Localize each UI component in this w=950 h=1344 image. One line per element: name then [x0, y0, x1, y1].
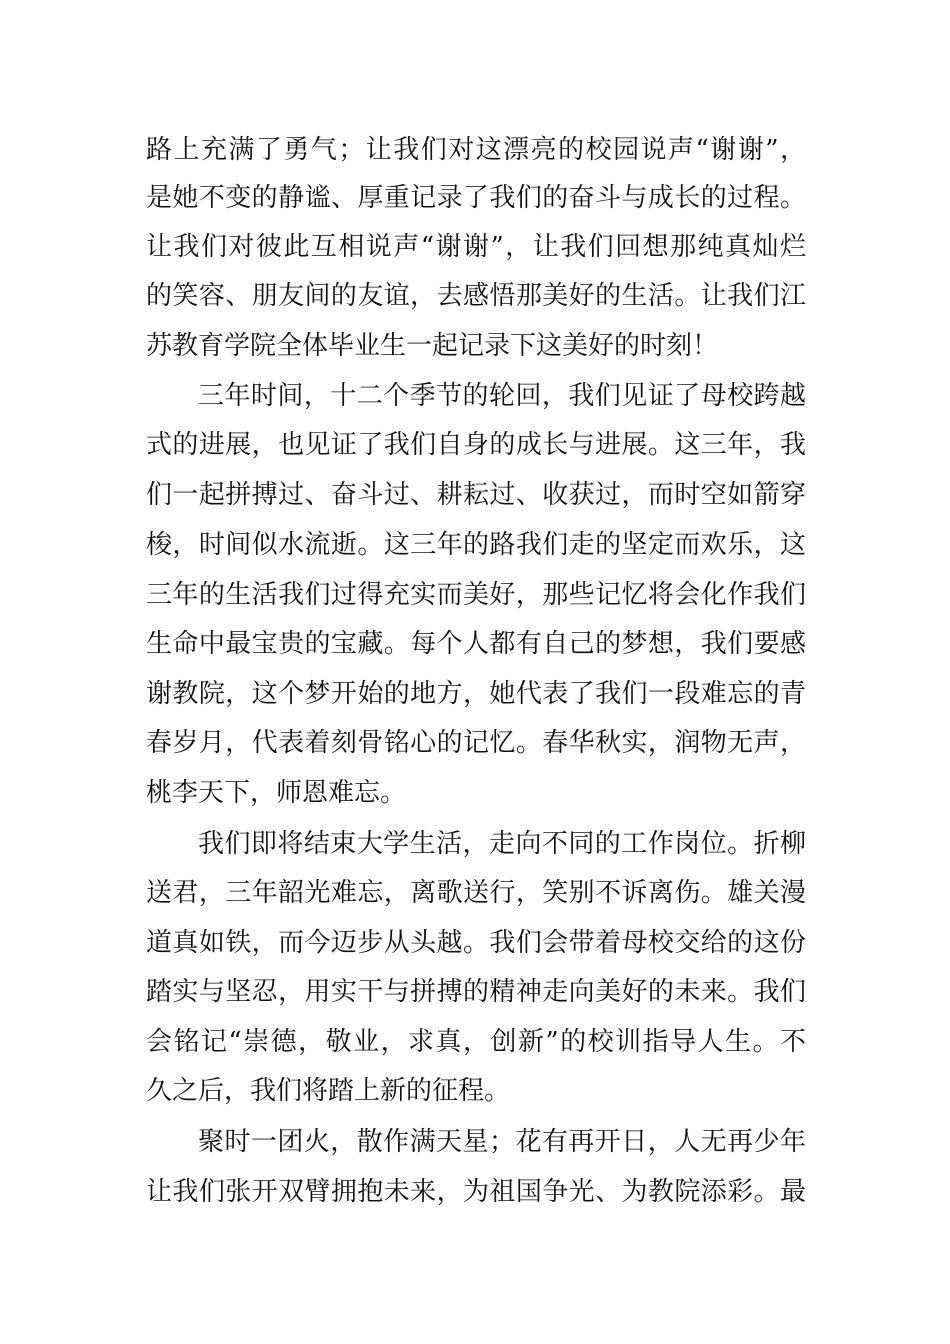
- text-line-7: 式的进展，也见证了我们自身的成长与进展。这三年，我: [146, 430, 806, 460]
- text-line-12: 谢教院，这个梦开始的地方，她代表了我们一段难忘的青: [146, 679, 806, 709]
- text-line-4: 的笑容、朋友间的友谊，去感悟那美好的生活。让我们江: [146, 281, 806, 311]
- text-line-15: 我们即将结束大学生活，走向不同的工作岗位。折柳: [198, 829, 806, 859]
- text-line-21: 聚时一团火，散作满天星；花有再开日，人无再少年: [198, 1127, 806, 1157]
- text-line-9: 梭，时间似水流逝。这三年的路我们走的坚定而欢乐，这: [146, 530, 806, 560]
- text-line-16: 送君，三年韶光难忘，离歌送行，笑别不诉离伤。雄关漫: [146, 878, 806, 908]
- text-line-3: 让我们对彼此互相说声“谢谢”，让我们回想那纯真灿烂: [146, 232, 806, 262]
- text-line-18: 踏实与坚忍，用实干与拼搏的精神走向美好的未来。我们: [146, 977, 806, 1007]
- text-line-22: 让我们张开双臂拥抱未来，为祖国争光、为教院添彩。最: [146, 1177, 806, 1207]
- text-line-19: 会铭记“崇德，敬业，求真，创新”的校训指导人生。不: [146, 1027, 806, 1057]
- text-line-2: 是她不变的静谧、厚重记录了我们的奋斗与成长的过程。: [146, 183, 806, 213]
- text-line-11: 生命中最宝贵的宝藏。每个人都有自己的梦想，我们要感: [146, 629, 806, 659]
- text-line-1: 路上充满了勇气；让我们对这漂亮的校园说声“谢谢”，: [146, 135, 806, 165]
- text-line-20: 久之后，我们将踏上新的征程。: [146, 1076, 511, 1106]
- text-line-17: 道真如铁，而今迈步从头越。我们会带着母校交给的这份: [146, 928, 806, 958]
- text-line-14: 桃李天下，师恩难忘。: [146, 778, 407, 808]
- text-line-13: 春岁月，代表着刻骨铭心的记忆。春华秋实，润物无声，: [146, 728, 806, 758]
- text-line-5: 苏教育学院全体毕业生一起记录下这美好的时刻！: [146, 331, 719, 361]
- text-line-8: 们一起拼搏过、奋斗过、耕耘过、收获过，而时空如箭穿: [146, 480, 806, 510]
- text-line-10: 三年的生活我们过得充实而美好，那些记忆将会化作我们: [146, 580, 806, 610]
- text-line-6: 三年时间，十二个季节的轮回，我们见证了母校跨越: [198, 381, 806, 411]
